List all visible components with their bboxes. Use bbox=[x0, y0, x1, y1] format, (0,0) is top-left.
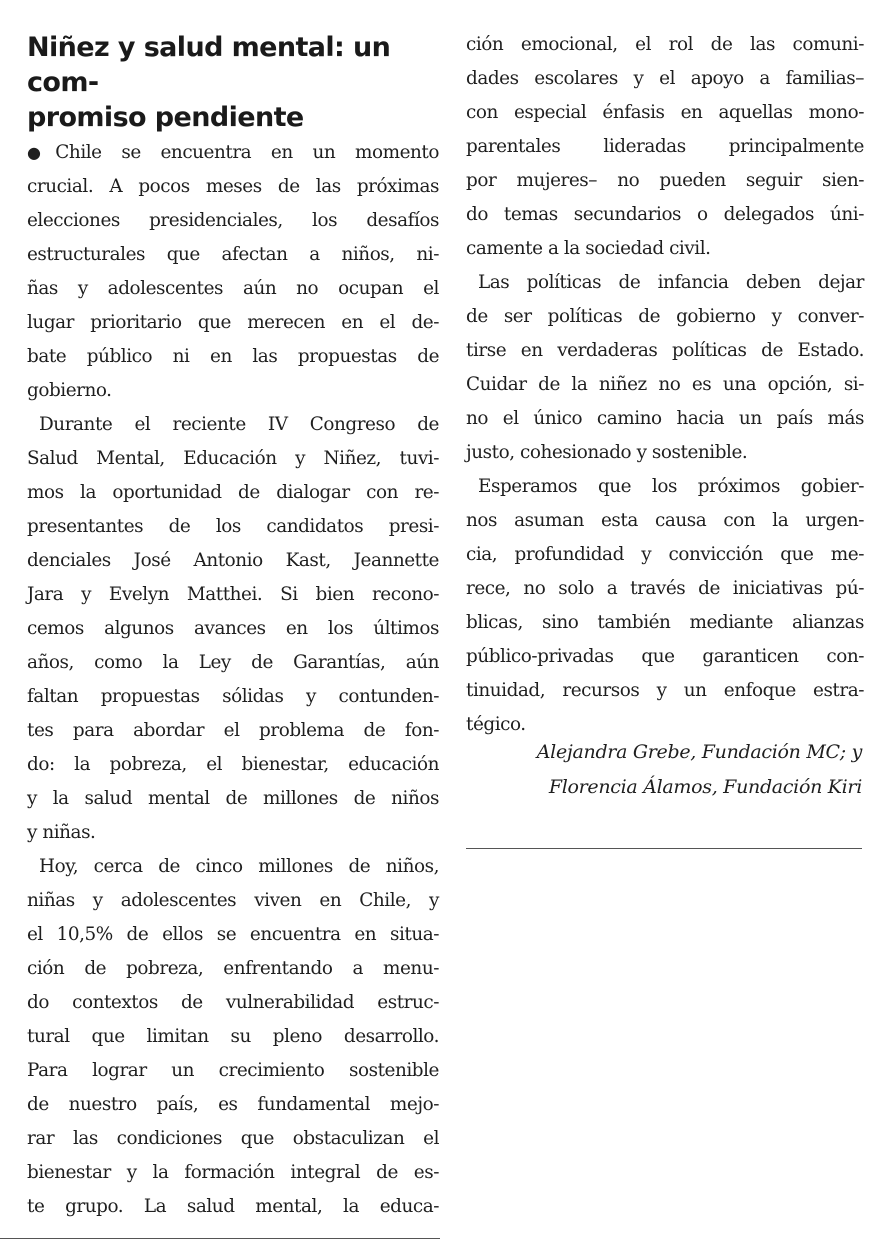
body-text: crucial. A pocos meses de las próximas bbox=[27, 176, 439, 197]
body-text-line bbox=[27, 170, 439, 204]
body-text: de nuestro país, es fundamental mejo- bbox=[27, 1094, 439, 1115]
bottom-divider-rule bbox=[0, 1238, 440, 1239]
body-text: bate público ni en las propuestas de bbox=[27, 346, 439, 367]
body-text-line bbox=[27, 306, 439, 340]
body-text: Jara y Evelyn Matthei. Si bien recono- bbox=[27, 584, 439, 605]
body-text-line bbox=[466, 504, 864, 538]
body-text-line bbox=[27, 1122, 439, 1156]
body-text-line bbox=[27, 1156, 439, 1190]
article-title-line-2: promiso pendiente bbox=[27, 102, 304, 133]
body-text-line bbox=[466, 164, 864, 198]
body-text: y niñas. bbox=[27, 822, 96, 843]
body-text: lugar prioritario que merecen en el de- bbox=[27, 312, 439, 333]
body-text-line bbox=[27, 884, 439, 918]
body-text: nos asuman esta causa con la urgen- bbox=[466, 510, 864, 531]
body-text: do: la pobreza, el bienestar, educación bbox=[27, 754, 439, 775]
body-text: bienestar y la formación integral de es- bbox=[27, 1162, 439, 1183]
signature bbox=[466, 735, 862, 805]
body-text: ñas y adolescentes aún no ocupan el bbox=[27, 278, 439, 299]
body-text: por mujeres– no pueden seguir sien- bbox=[466, 170, 864, 191]
body-text: tinuidad, recursos y un enfoque estra- bbox=[466, 680, 864, 701]
body-text-line bbox=[466, 334, 864, 368]
body-text: blicas, sino también mediante alianzas bbox=[466, 612, 864, 633]
body-text-line bbox=[27, 272, 439, 306]
body-text: te grupo. La salud mental, la educa- bbox=[27, 1196, 439, 1217]
body-text: tégico. bbox=[466, 714, 526, 735]
body-text: tirse en verdaderas políticas de Estado. bbox=[466, 340, 864, 361]
body-text: estructurales que afectan a niños, ni- bbox=[27, 244, 439, 265]
body-text: Esperamos que los próximos gobier- bbox=[478, 476, 864, 497]
body-text-line bbox=[27, 510, 439, 544]
bullet-icon: ● bbox=[27, 143, 56, 162]
divider-rule bbox=[466, 848, 862, 849]
body-text-line bbox=[27, 204, 439, 238]
body-text-line bbox=[466, 130, 864, 164]
body-text: do temas secundarios o delegados úni- bbox=[466, 204, 864, 225]
body-text-line bbox=[466, 96, 864, 130]
body-text-line bbox=[27, 680, 439, 714]
body-text: ción de pobreza, enfrentando a menu- bbox=[27, 958, 439, 979]
body-text-line bbox=[27, 918, 439, 952]
body-text-line bbox=[466, 62, 864, 96]
body-text-line bbox=[27, 952, 439, 986]
body-text-line bbox=[27, 748, 439, 782]
body-text-line bbox=[27, 782, 439, 816]
article-title bbox=[27, 30, 437, 135]
body-text: y la salud mental de millones de niños bbox=[27, 788, 439, 809]
body-text-line bbox=[27, 238, 439, 272]
body-text: tes para abordar el problema de fon- bbox=[27, 720, 439, 741]
body-text: de ser políticas de gobierno y conver- bbox=[466, 306, 864, 327]
body-text-line bbox=[466, 436, 864, 470]
body-text: elecciones presidenciales, los desafíos bbox=[27, 210, 439, 231]
body-text-line bbox=[27, 1190, 439, 1224]
body-text-line bbox=[466, 640, 864, 674]
body-text-line bbox=[27, 578, 439, 612]
left-text-column bbox=[27, 136, 439, 1224]
body-text-line bbox=[27, 1054, 439, 1088]
body-text: faltan propuestas sólidas y contunden- bbox=[27, 686, 439, 707]
body-text-line bbox=[466, 470, 864, 504]
body-text: Salud Mental, Educación y Niñez, tuvi- bbox=[27, 448, 439, 469]
body-text: gobierno. bbox=[27, 380, 112, 401]
body-text-line bbox=[27, 476, 439, 510]
body-text: rar las condiciones que obstaculizan el bbox=[27, 1128, 439, 1149]
body-text: do contextos de vulnerabilidad estruc- bbox=[27, 992, 439, 1013]
body-text-line bbox=[27, 136, 439, 170]
body-text-line bbox=[27, 612, 439, 646]
body-text-line bbox=[27, 850, 439, 884]
body-text-line bbox=[466, 572, 864, 606]
body-text: justo, cohesionado y sostenible. bbox=[466, 442, 748, 463]
right-text-column bbox=[466, 28, 864, 742]
body-text-line bbox=[466, 266, 864, 300]
body-text: con especial énfasis en aquellas mono- bbox=[466, 102, 864, 123]
body-text-line bbox=[466, 368, 864, 402]
body-text: camente a la sociedad civil. bbox=[466, 238, 711, 259]
body-text: Chile se encuentra en un momento bbox=[55, 142, 439, 163]
body-text: niñas y adolescentes viven en Chile, y bbox=[27, 890, 439, 911]
body-text-line bbox=[466, 606, 864, 640]
body-text: no el único camino hacia un país más bbox=[466, 408, 864, 429]
body-text-line bbox=[27, 986, 439, 1020]
body-text-line bbox=[27, 714, 439, 748]
body-text-line bbox=[27, 544, 439, 578]
body-text-line bbox=[27, 646, 439, 680]
body-text-line bbox=[466, 28, 864, 62]
body-text: Cuidar de la niñez no es una opción, si- bbox=[466, 374, 864, 395]
body-text: denciales José Antonio Kast, Jeannette bbox=[27, 550, 439, 571]
signature-line-2: Florencia Álamos, Fundación Kiri bbox=[548, 776, 862, 798]
article-title-line-1: Niñez y salud mental: un com- bbox=[27, 32, 391, 98]
body-text: ción emocional, el rol de las comuni- bbox=[466, 34, 864, 55]
body-text: tural que limitan su pleno desarrollo. bbox=[27, 1026, 439, 1047]
body-text-line bbox=[466, 232, 864, 266]
body-text-line bbox=[27, 1088, 439, 1122]
body-text-line bbox=[27, 816, 439, 850]
body-text: cemos algunos avances en los últimos bbox=[27, 618, 439, 639]
body-text-line bbox=[27, 374, 439, 408]
body-text: Durante el reciente IV Congreso de bbox=[39, 414, 439, 435]
body-text: cia, profundidad y convicción que me- bbox=[466, 544, 864, 565]
body-text-line bbox=[466, 402, 864, 436]
body-text-line bbox=[466, 198, 864, 232]
body-text-line bbox=[27, 1020, 439, 1054]
body-text: Las políticas de infancia deben dejar bbox=[478, 272, 864, 293]
body-text: mos la oportunidad de dialogar con re- bbox=[27, 482, 439, 503]
body-text: dades escolares y el apoyo a familias– bbox=[466, 68, 864, 89]
body-text: presentantes de los candidatos presi- bbox=[27, 516, 439, 537]
body-text: público-privadas que garanticen con- bbox=[466, 646, 864, 667]
body-text-line bbox=[466, 538, 864, 572]
body-text-line bbox=[466, 300, 864, 334]
signature-line-1: Alejandra Grebe, Fundación MC; y bbox=[536, 741, 862, 763]
body-text-line bbox=[27, 442, 439, 476]
body-text-line bbox=[466, 674, 864, 708]
body-text: parentales lideradas principalmente bbox=[466, 136, 864, 157]
body-text: el 10,5% de ellos se encuentra en situa- bbox=[27, 924, 439, 945]
body-text: Hoy, cerca de cinco millones de niños, bbox=[39, 856, 439, 877]
body-text: rece, no solo a través de iniciativas pú- bbox=[466, 578, 864, 599]
body-text: años, como la Ley de Garantías, aún bbox=[27, 652, 439, 673]
body-text-line bbox=[27, 340, 439, 374]
body-text: Para lograr un crecimiento sostenible bbox=[27, 1060, 439, 1081]
body-text-line bbox=[27, 408, 439, 442]
